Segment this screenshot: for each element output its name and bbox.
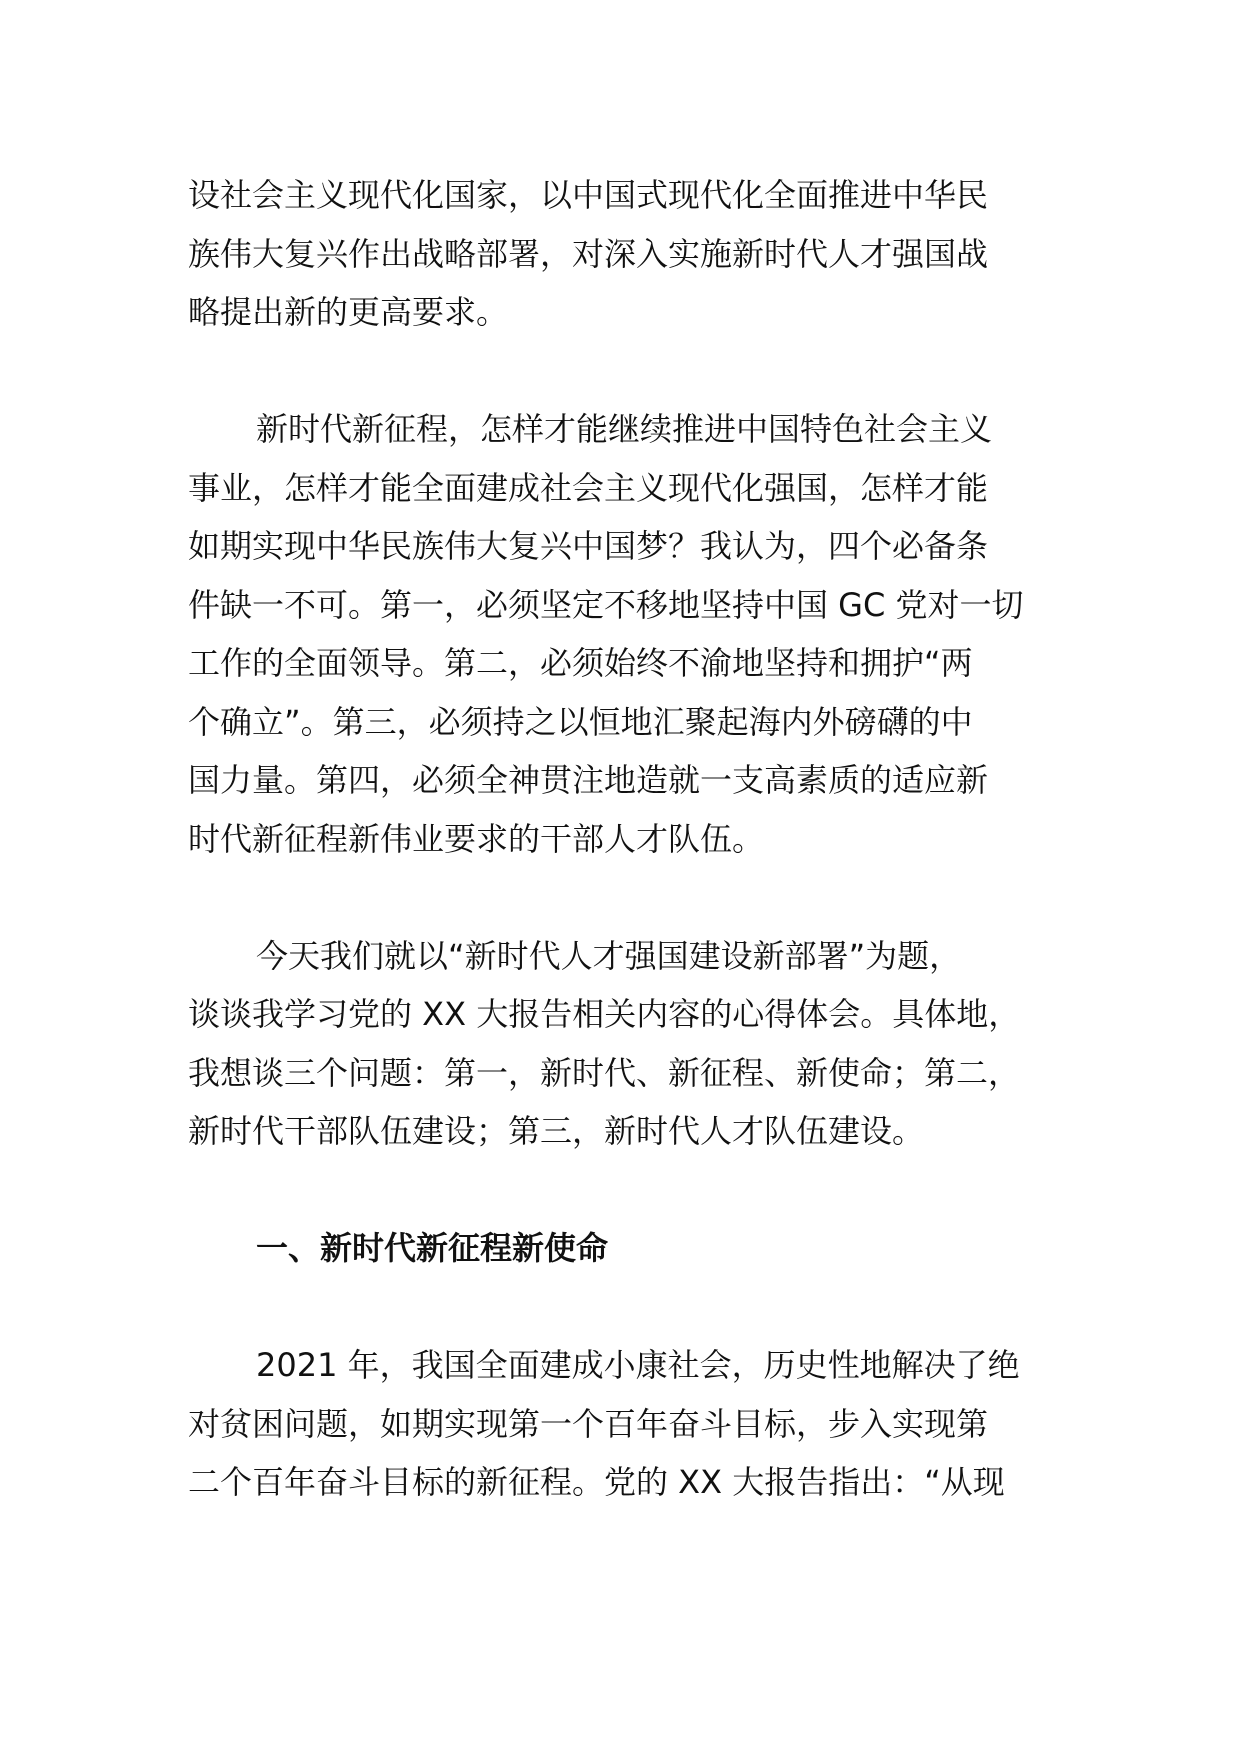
text-line: 对贫困问题，如期实现第一个百年奋斗目标，步入实现第: [188, 1405, 989, 1443]
text-line: 新时代干部队伍建设；第三，新时代人才队伍建设。: [188, 1112, 925, 1150]
text-line: 新时代新征程，怎样才能继续推进中国特色社会主义: [256, 410, 993, 448]
text-line: 时代新征程新伟业要求的干部人才队伍。: [188, 820, 765, 858]
text-line: 工作的全面领导。第二，必须始终不渝地坚持和拥护“两: [188, 644, 973, 682]
text-line: 事业，怎样才能全面建成社会主义现代化强国，怎样才能: [188, 469, 989, 507]
text-line: 如期实现中华民族伟大复兴中国梦？我认为，四个必备条: [188, 527, 989, 565]
text-line: 谈谈我学习党的 XX 大报告相关内容的心得体会。具体地，: [188, 995, 1021, 1033]
text-line: 略提出新的更高要求。: [188, 293, 509, 331]
text-line: 国力量。第四，必须全神贯注地造就一支高素质的适应新: [188, 761, 989, 799]
text-line: 我想谈三个问题：第一，新时代、新征程、新使命；第二，: [188, 1054, 1021, 1092]
document-body: [188, 0, 1068, 1754]
section-heading: 一、新时代新征程新使命: [256, 1229, 609, 1267]
text-line: 设社会主义现代化国家，以中国式现代化全面推进中华民: [188, 176, 989, 214]
text-line: 族伟大复兴作出战略部署，对深入实施新时代人才强国战: [188, 235, 989, 273]
text-line: 2021 年，我国全面建成小康社会，历史性地解决了绝: [256, 1346, 1020, 1384]
text-line: 今天我们就以“新时代人才强国建设新部署”为题，: [256, 937, 962, 975]
text-line: 件缺一不可。第一，必须坚定不移地坚持中国 GC 党对一切: [188, 586, 1024, 624]
text-line: 二个百年奋斗目标的新征程。党的 XX 大报告指出：“从现: [188, 1463, 1005, 1501]
text-line: 个确立”。第三，必须持之以恒地汇聚起海内外磅礴的中: [188, 703, 973, 741]
